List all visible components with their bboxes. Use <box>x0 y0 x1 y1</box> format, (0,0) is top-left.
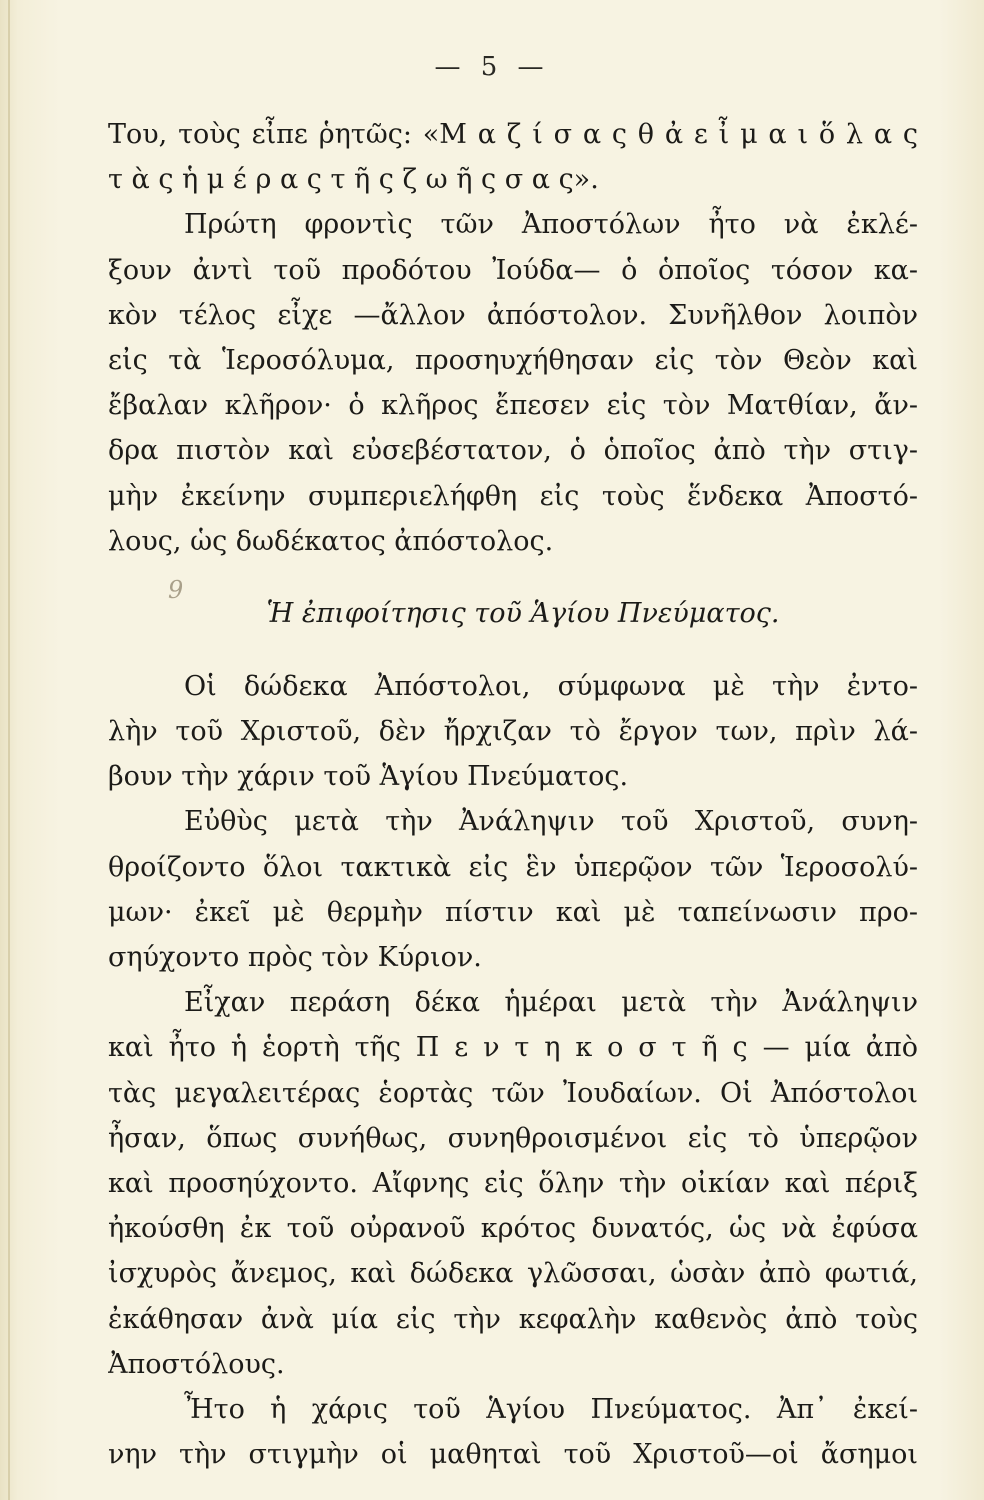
text-line: Εὐθὺς μετὰ τὴν Ἀνάληψιν τοῦ Χριστοῦ, συνη- <box>184 806 918 838</box>
text-line: καὶ ἦτο ἡ ἑορτὴ τῆς Π ε ν τ η κ ο σ τ ῆ ς — μία ἀπὸ <box>108 1032 918 1064</box>
section-heading: Ἡ ἐπιφοίτησις τοῦ Ἁγίου Πνεύματος. <box>266 597 780 629</box>
paragraph <box>108 112 918 202</box>
text-line: δρα πιστὸν καὶ εὐσεβέστατον, ὁ ὁποῖος ἀπὸ τὴν στιγ- <box>108 435 918 467</box>
text-line: θροίζοντο ὅλοι τακτικὰ εἰς ἓν ὑπερῷον τῶν Ἱεροσολύ- <box>108 851 918 883</box>
text-line: Πρώτη φροντὶς τῶν Ἀποστόλων ἦτο νὰ ἐκλέ- <box>184 209 918 241</box>
paragraph <box>108 980 918 1387</box>
text-line: βουν τὴν χάριν τοῦ Ἁγίου Πνεύματος. <box>108 761 629 793</box>
text-line: σηύχοντο πρὸς τὸν Κύριον. <box>108 942 482 973</box>
text-line: μων· ἐκεῖ μὲ θερμὴν πίστιν καὶ μὲ ταπείνωσιν προ- <box>108 896 918 928</box>
page-number: — 5 — <box>434 52 550 82</box>
text-line: τ ὰ ς ἡ μ έ ρ α ς τ ῆ ς ζ ω ῆ ς σ α ς». <box>108 164 599 196</box>
paragraph <box>108 202 918 564</box>
text-line: ἠκούσθη ἐκ τοῦ οὐρανοῦ κρότος δυνατός, ὡς νὰ ἐφύσα <box>108 1213 918 1245</box>
body-text <box>108 112 918 1477</box>
text-line: εἰς τὰ Ἱεροσόλυμα, προσηυχήθησαν εἰς τὸν Θεὸν καὶ <box>108 344 918 376</box>
text-line: Ἦτο ἡ χάρις τοῦ Ἁγίου Πνεύματος. Ἀπ᾽ ἐκεί- <box>184 1393 918 1425</box>
text-line: καὶ προσηύχοντο. Αἴφνης εἰς ὅλην τὴν οἰκίαν καὶ πέριξ <box>108 1167 918 1199</box>
text-line: ἦσαν, ὅπως συνήθως, συνηθροισμένοι εἰς τὸ ὑπερῷον <box>108 1122 918 1154</box>
text-line: λὴν τοῦ Χριστοῦ, δὲν ἤρχιζαν τὸ ἔργον των, πρὶν λά- <box>108 716 918 748</box>
text-line: Του, τοὺς εἶπε ῥητῶς: «Μ α ζ ί σ α ς θ ἀ ε ἶ μ α ι ὅ λ α ς <box>108 119 918 150</box>
paragraph <box>108 799 918 980</box>
paragraph <box>108 664 918 800</box>
pencil-annotation: 9 <box>168 576 184 604</box>
text-line: Εἶχαν περάση δέκα ἡμέραι μετὰ τὴν Ἀνάληψιν <box>184 987 918 1019</box>
text-line: μὴν ἐκείνην συμπεριελήφθη εἰς τοὺς ἕνδεκα Ἀποστό- <box>108 480 918 512</box>
text-line: τὰς μεγαλειτέρας ἑορτὰς τῶν Ἰουδαίων. Οἱ Ἀπόστολοι <box>108 1077 918 1109</box>
text-line: κὸν τέλος εἶχε —ἄλλον ἀπόστολον. Συνῆλθον λοιπὸν <box>108 299 918 331</box>
text-line: Ἀποστόλους. <box>108 1348 285 1380</box>
paragraph <box>108 1387 918 1477</box>
text-line: ἐκάθησαν ἀνὰ μία εἰς τὴν κεφαλὴν καθενὸς ἀπὸ τοὺς <box>108 1303 918 1335</box>
text-line: Οἱ δώδεκα Ἀπόστολοι, σύμφωνα μὲ τὴν ἐντο- <box>184 670 918 702</box>
page-gutter-edge <box>8 0 10 1500</box>
text-line: ἔβαλαν κλῆρον· ὁ κλῆρος ἔπεσεν εἰς τὸν Ματθίαν, ἄν- <box>108 390 918 422</box>
text-line: λους, ὡς δωδέκατος ἀπόστολος. <box>108 525 554 557</box>
text-line: ξουν ἀντὶ τοῦ προδότου Ἰούδα— ὁ ὁποῖος τόσον κα- <box>108 254 918 286</box>
text-line: νην τὴν στιγμὴν οἱ μαθηταὶ τοῦ Χριστοῦ—οἱ ἄσημοι <box>108 1439 918 1471</box>
text-line: ἰσχυρὸς ἄνεμος, καὶ δώδεκα γλῶσσαι, ὡσὰν ἀπὸ φωτιά, <box>108 1258 918 1290</box>
